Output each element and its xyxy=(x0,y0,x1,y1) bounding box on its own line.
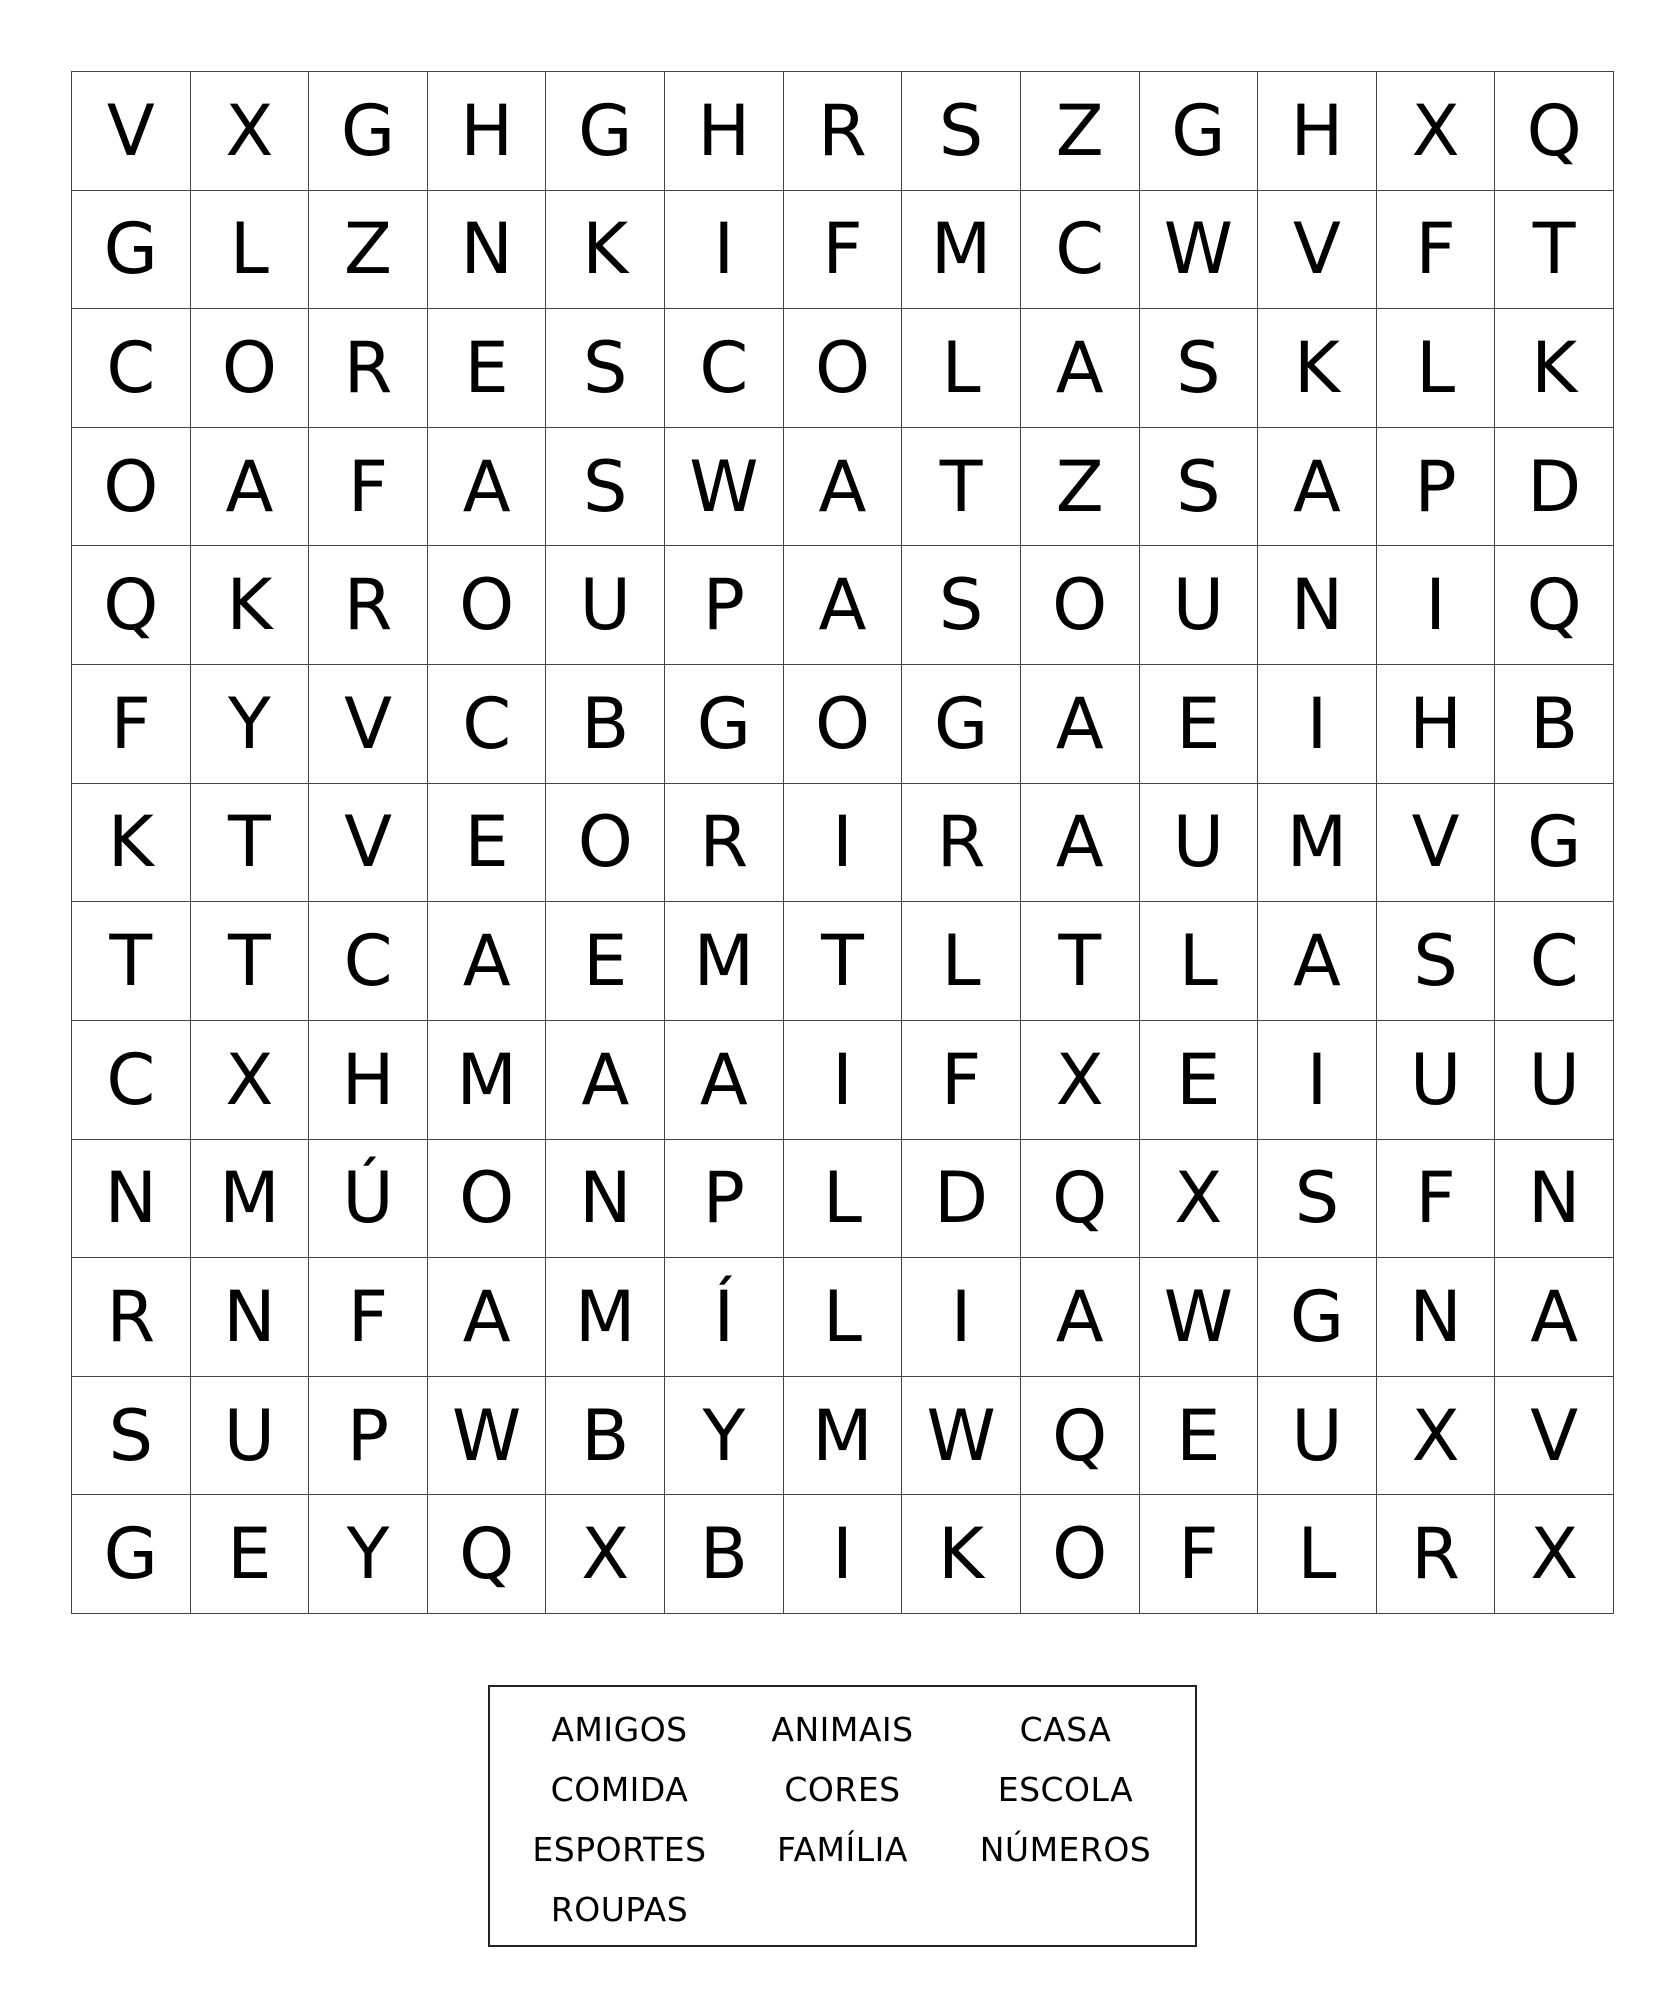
grid-cell[interactable]: B xyxy=(546,1377,665,1496)
grid-cell[interactable]: T xyxy=(72,902,191,1021)
grid-cell[interactable]: Y xyxy=(309,1495,428,1614)
grid-cell[interactable]: M xyxy=(784,1377,903,1496)
grid-cell[interactable]: T xyxy=(1021,902,1140,1021)
grid-cell[interactable]: Z xyxy=(309,191,428,310)
grid-cell[interactable]: D xyxy=(902,1140,1021,1259)
grid-cell[interactable]: E xyxy=(1140,1021,1259,1140)
grid-cell[interactable]: L xyxy=(784,1258,903,1377)
grid-cell[interactable]: X xyxy=(1377,1377,1496,1496)
grid-cell[interactable]: S xyxy=(546,309,665,428)
word-list-item: CORES xyxy=(784,1769,901,1809)
grid-cell[interactable]: A xyxy=(784,546,903,665)
grid-cell[interactable]: A xyxy=(1258,428,1377,547)
grid-cell[interactable]: L xyxy=(1140,902,1259,1021)
word-list-item: CASA xyxy=(1019,1709,1112,1749)
grid-cell[interactable]: C xyxy=(428,665,547,784)
grid-cell[interactable]: E xyxy=(1140,1377,1259,1496)
grid-cell[interactable]: P xyxy=(1377,428,1496,547)
grid-cell[interactable]: L xyxy=(784,1140,903,1259)
grid-cell[interactable]: A xyxy=(1258,902,1377,1021)
grid-cell[interactable]: C xyxy=(309,902,428,1021)
grid-cell[interactable]: O xyxy=(72,428,191,547)
grid-cell[interactable]: C xyxy=(1495,902,1614,1021)
grid-cell[interactable]: P xyxy=(665,546,784,665)
grid-cell[interactable]: X xyxy=(1495,1495,1614,1614)
grid-cell[interactable]: K xyxy=(1258,309,1377,428)
grid-cell[interactable]: M xyxy=(546,1258,665,1377)
grid-cell[interactable]: R xyxy=(1377,1495,1496,1614)
grid-cell[interactable]: K xyxy=(902,1495,1021,1614)
grid-cell[interactable]: A xyxy=(1021,1258,1140,1377)
grid-cell[interactable]: H xyxy=(1377,665,1496,784)
grid-cell[interactable]: B xyxy=(665,1495,784,1614)
grid-cell[interactable]: O xyxy=(1021,546,1140,665)
grid-cell[interactable]: G xyxy=(665,665,784,784)
grid-cell[interactable]: R xyxy=(784,72,903,191)
grid-cell[interactable]: V xyxy=(1377,784,1496,903)
grid-cell[interactable]: X xyxy=(546,1495,665,1614)
grid-cell[interactable]: G xyxy=(1258,1258,1377,1377)
grid-cell[interactable]: K xyxy=(72,784,191,903)
grid-cell[interactable]: M xyxy=(665,902,784,1021)
grid-cell[interactable]: G xyxy=(902,665,1021,784)
grid-cell[interactable]: P xyxy=(665,1140,784,1259)
grid-cell[interactable]: X xyxy=(1377,72,1496,191)
grid-cell[interactable]: T xyxy=(1495,191,1614,310)
grid-cell[interactable]: U xyxy=(1377,1021,1496,1140)
grid-cell[interactable]: A xyxy=(428,428,547,547)
grid-cell[interactable]: L xyxy=(1377,309,1496,428)
grid-cell[interactable]: O xyxy=(428,546,547,665)
grid-cell[interactable]: A xyxy=(1021,309,1140,428)
grid-cell[interactable]: E xyxy=(1140,665,1259,784)
grid-cell[interactable]: S xyxy=(72,1377,191,1496)
grid-cell[interactable]: U xyxy=(1140,784,1259,903)
grid-cell[interactable]: H xyxy=(428,72,547,191)
grid-cell[interactable]: Q xyxy=(1495,546,1614,665)
grid-cell[interactable]: T xyxy=(191,902,310,1021)
grid-cell[interactable]: Z xyxy=(1021,428,1140,547)
grid-cell[interactable]: R xyxy=(665,784,784,903)
grid-cell[interactable]: F xyxy=(1140,1495,1259,1614)
grid-cell[interactable]: H xyxy=(665,72,784,191)
grid-cell[interactable]: L xyxy=(1258,1495,1377,1614)
grid-cell[interactable]: O xyxy=(784,665,903,784)
grid-cell[interactable]: V xyxy=(1495,1377,1614,1496)
grid-cell[interactable]: L xyxy=(191,191,310,310)
word-list xyxy=(488,1685,1197,1947)
grid-cell[interactable]: S xyxy=(546,428,665,547)
grid-cell[interactable]: A xyxy=(1021,784,1140,903)
grid-cell[interactable]: I xyxy=(1377,546,1496,665)
grid-cell[interactable]: K xyxy=(546,191,665,310)
grid-cell[interactable]: I xyxy=(1258,665,1377,784)
grid-cell[interactable]: A xyxy=(428,902,547,1021)
grid-cell[interactable]: Y xyxy=(665,1377,784,1496)
grid-cell[interactable]: X xyxy=(1021,1021,1140,1140)
grid-cell[interactable]: I xyxy=(902,1258,1021,1377)
grid-cell[interactable]: F xyxy=(309,1258,428,1377)
grid-cell[interactable]: V xyxy=(72,72,191,191)
grid-cell[interactable]: F xyxy=(309,428,428,547)
grid-cell[interactable]: X xyxy=(191,1021,310,1140)
grid-cell[interactable]: W xyxy=(428,1377,547,1496)
grid-cell[interactable]: W xyxy=(665,428,784,547)
grid-cell[interactable]: A xyxy=(1021,665,1140,784)
grid-cell[interactable]: S xyxy=(1258,1140,1377,1259)
grid-cell[interactable]: S xyxy=(1140,309,1259,428)
grid-cell[interactable]: N xyxy=(546,1140,665,1259)
grid-cell[interactable]: N xyxy=(72,1140,191,1259)
grid-cell[interactable]: A xyxy=(546,1021,665,1140)
grid-cell[interactable]: T xyxy=(784,902,903,1021)
grid-cell[interactable]: F xyxy=(72,665,191,784)
grid-cell[interactable]: O xyxy=(191,309,310,428)
grid-cell[interactable]: O xyxy=(784,309,903,428)
grid-cell[interactable]: E xyxy=(428,784,547,903)
word-list-item: ROUPAS xyxy=(550,1889,689,1929)
grid-cell[interactable]: S xyxy=(1140,428,1259,547)
grid-cell[interactable]: T xyxy=(902,428,1021,547)
grid-cell[interactable]: A xyxy=(1495,1258,1614,1377)
grid-cell[interactable]: D xyxy=(1495,428,1614,547)
grid-cell[interactable]: U xyxy=(1258,1377,1377,1496)
grid-cell[interactable]: G xyxy=(1495,784,1614,903)
word-list-item: ESCOLA xyxy=(997,1769,1134,1809)
grid-cell[interactable]: Q xyxy=(1021,1377,1140,1496)
grid-cell[interactable]: N xyxy=(1258,546,1377,665)
word-list-item: FAMÍLIA xyxy=(777,1829,908,1869)
grid-cell[interactable]: E xyxy=(546,902,665,1021)
grid-cell[interactable]: U xyxy=(546,546,665,665)
grid-cell[interactable]: N xyxy=(191,1258,310,1377)
grid-cell[interactable]: C xyxy=(72,309,191,428)
grid-cell[interactable]: G xyxy=(546,72,665,191)
grid-cell[interactable]: R xyxy=(309,309,428,428)
grid-cell[interactable]: O xyxy=(546,784,665,903)
grid-cell[interactable]: G xyxy=(309,72,428,191)
grid-cell[interactable]: O xyxy=(1021,1495,1140,1614)
grid-cell[interactable]: W xyxy=(902,1377,1021,1496)
grid-cell[interactable]: Q xyxy=(1021,1140,1140,1259)
grid-cell[interactable]: Z xyxy=(1021,72,1140,191)
grid-cell[interactable]: H xyxy=(309,1021,428,1140)
word-list-item: ESPORTES xyxy=(532,1829,707,1869)
grid-cell[interactable]: M xyxy=(1258,784,1377,903)
grid-cell[interactable]: E xyxy=(191,1495,310,1614)
grid-cell[interactable]: G xyxy=(72,1495,191,1614)
grid-cell[interactable]: K xyxy=(1495,309,1614,428)
letter-grid xyxy=(71,71,1614,1614)
grid-cell[interactable]: A xyxy=(428,1258,547,1377)
grid-cell[interactable]: F xyxy=(1377,1140,1496,1259)
word-list-item: COMIDA xyxy=(550,1769,689,1809)
grid-cell[interactable]: R xyxy=(902,784,1021,903)
grid-cell[interactable]: I xyxy=(1258,1021,1377,1140)
grid-cell[interactable]: G xyxy=(72,191,191,310)
grid-cell[interactable]: M xyxy=(902,191,1021,310)
grid-cell[interactable]: H xyxy=(1258,72,1377,191)
grid-cell[interactable]: I xyxy=(665,191,784,310)
grid-cell[interactable]: M xyxy=(191,1140,310,1259)
grid-cell[interactable]: N xyxy=(1495,1140,1614,1259)
grid-cell[interactable]: S xyxy=(902,72,1021,191)
grid-cell[interactable]: W xyxy=(1140,1258,1259,1377)
grid-cell[interactable]: K xyxy=(191,546,310,665)
grid-cell[interactable]: U xyxy=(1495,1021,1614,1140)
grid-cell[interactable]: O xyxy=(428,1140,547,1259)
word-list-item: ANIMAIS xyxy=(771,1709,914,1749)
grid-cell[interactable]: F xyxy=(902,1021,1021,1140)
grid-cell[interactable]: V xyxy=(309,665,428,784)
grid-cell[interactable]: B xyxy=(1495,665,1614,784)
grid-cell[interactable]: R xyxy=(309,546,428,665)
grid-cell[interactable]: X xyxy=(1140,1140,1259,1259)
grid-cell[interactable]: C xyxy=(665,309,784,428)
grid-cell[interactable]: S xyxy=(902,546,1021,665)
grid-cell[interactable]: I xyxy=(784,1495,903,1614)
grid-cell[interactable]: Y xyxy=(191,665,310,784)
grid-cell[interactable]: N xyxy=(428,191,547,310)
grid-cell[interactable]: U xyxy=(1140,546,1259,665)
grid-cell[interactable]: Ú xyxy=(309,1140,428,1259)
grid-cell[interactable]: T xyxy=(191,784,310,903)
grid-cell[interactable]: F xyxy=(1377,191,1496,310)
grid-cell[interactable]: I xyxy=(784,784,903,903)
grid-cell[interactable]: L xyxy=(902,309,1021,428)
grid-cell[interactable]: G xyxy=(1140,72,1259,191)
grid-cell[interactable]: S xyxy=(1377,902,1496,1021)
grid-cell[interactable]: Q xyxy=(1495,72,1614,191)
grid-cell[interactable]: L xyxy=(902,902,1021,1021)
word-list-item: NÚMEROS xyxy=(979,1829,1152,1869)
grid-cell[interactable]: W xyxy=(1140,191,1259,310)
grid-cell[interactable]: A xyxy=(784,428,903,547)
grid-cell[interactable]: R xyxy=(72,1258,191,1377)
grid-cell[interactable]: E xyxy=(428,309,547,428)
grid-cell[interactable]: B xyxy=(546,665,665,784)
grid-cell[interactable]: M xyxy=(428,1021,547,1140)
grid-cell[interactable]: U xyxy=(191,1377,310,1496)
grid-cell[interactable]: I xyxy=(784,1021,903,1140)
grid-cell[interactable]: C xyxy=(1021,191,1140,310)
grid-cell[interactable]: A xyxy=(665,1021,784,1140)
grid-cell[interactable]: A xyxy=(191,428,310,547)
grid-cell[interactable]: X xyxy=(191,72,310,191)
grid-cell[interactable]: Í xyxy=(665,1258,784,1377)
grid-cell[interactable]: Q xyxy=(72,546,191,665)
grid-cell[interactable]: F xyxy=(784,191,903,310)
grid-cell[interactable]: V xyxy=(309,784,428,903)
grid-cell[interactable]: C xyxy=(72,1021,191,1140)
grid-cell[interactable]: Q xyxy=(428,1495,547,1614)
grid-cell[interactable]: P xyxy=(309,1377,428,1496)
grid-cell[interactable]: V xyxy=(1258,191,1377,310)
grid-cell[interactable]: N xyxy=(1377,1258,1496,1377)
word-list-item: AMIGOS xyxy=(551,1709,688,1749)
